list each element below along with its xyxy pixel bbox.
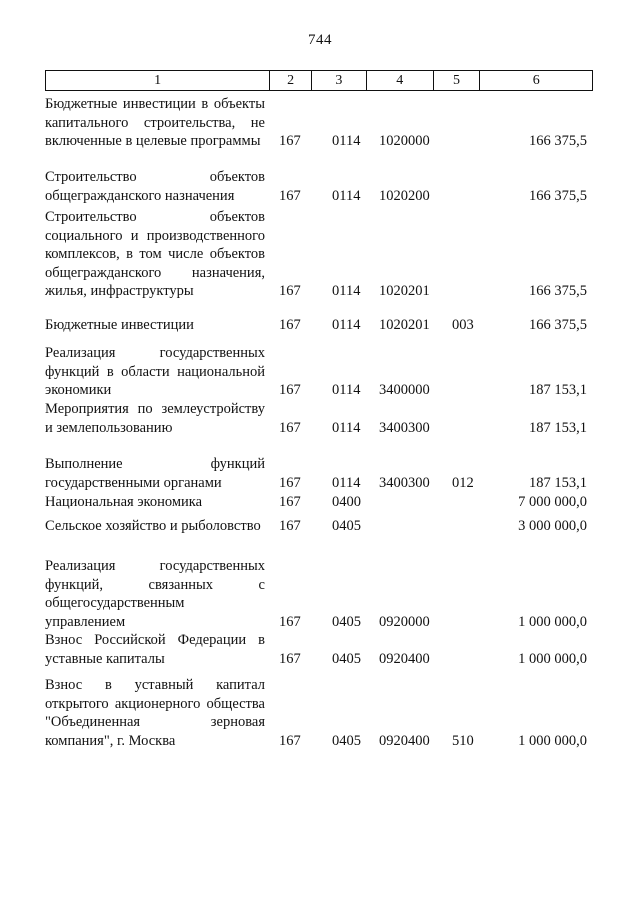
row-target-article: 1020000 [379, 133, 430, 149]
row-section: 0114 [332, 419, 361, 436]
row-target-article: 1020201 [379, 283, 430, 299]
table-row [45, 344, 593, 400]
row-ved: 167 [279, 732, 301, 749]
row-description: Бюджетные инвестиции в объекты капитального строительства, не включенные в целевые программы [45, 96, 265, 149]
row-target-article: 0920400 [379, 732, 430, 749]
table-header [45, 70, 593, 91]
row-section: 0405 [332, 518, 361, 534]
row-target-article: 1020200 [379, 187, 430, 204]
row-target-article: 3400300 [379, 474, 430, 491]
row-section: 0114 [332, 187, 361, 204]
row-target-article: 0920000 [379, 613, 430, 630]
row-amount: 187 153,1 [529, 474, 587, 491]
row-amount: 166 375,5 [529, 317, 587, 333]
header-col-6: 6 [532, 73, 540, 88]
table-row [45, 631, 593, 668]
row-description: Сельское хозяйство и рыболовство [45, 518, 261, 534]
row-section: 0114 [332, 133, 361, 149]
table-row [45, 95, 593, 151]
row-ved: 167 [279, 494, 301, 510]
row-amount: 166 375,5 [529, 187, 587, 204]
row-ved: 167 [279, 283, 301, 299]
row-section: 0405 [332, 613, 361, 630]
row-ved: 167 [279, 187, 301, 204]
row-description: Выполнение функций государственными органами [45, 456, 265, 491]
row-target-article: 0920400 [379, 650, 430, 667]
row-target-article: 3400000 [379, 382, 430, 398]
row-expense-type: 012 [452, 474, 474, 491]
table-row [45, 517, 593, 536]
row-amount: 7 000 000,0 [518, 494, 587, 510]
table-row [45, 316, 593, 335]
row-description: Взнос в уставный капитал открытого акционерного общества "Объединенная зерновая компания", г. Москва [45, 677, 265, 749]
row-ved: 167 [279, 419, 301, 436]
row-expense-type: 510 [452, 732, 474, 749]
row-section: 0405 [332, 650, 361, 667]
table-row [45, 557, 593, 631]
row-description: Национальная экономика [45, 494, 203, 510]
row-amount: 1 000 000,0 [518, 650, 587, 667]
row-description: Бюджетные инвестиции [45, 317, 194, 333]
header-col-4: 4 [367, 71, 434, 90]
row-section: 0400 [332, 494, 361, 510]
row-section: 0114 [332, 317, 361, 333]
page-number: 744 [308, 32, 332, 48]
row-ved: 167 [279, 518, 301, 534]
row-amount: 3 000 000,0 [518, 518, 587, 534]
table-row [45, 208, 593, 301]
header-col-3: 3 [312, 71, 367, 90]
row-ved: 167 [279, 133, 301, 149]
header-col-5: 5 [434, 71, 481, 90]
row-amount: 166 375,5 [529, 133, 587, 149]
table-row [45, 493, 593, 512]
row-ved: 167 [279, 474, 301, 491]
table-row [45, 676, 593, 750]
row-ved: 167 [279, 317, 301, 333]
header-col-1: 1 [46, 71, 270, 90]
row-amount: 187 153,1 [529, 419, 587, 436]
row-description: Реализация государственных функций в области национальной экономики [45, 345, 265, 398]
row-section: 0405 [332, 732, 361, 749]
row-description: Строительство объектов общегражданского назначения [45, 169, 265, 204]
row-target-article: 3400300 [379, 419, 430, 436]
table-row [45, 455, 593, 492]
row-description: Реализация государственных функций, связанных с общегосударственным управлением [45, 558, 265, 630]
row-ved: 167 [279, 613, 301, 630]
row-amount: 1 000 000,0 [518, 613, 587, 630]
row-description: Мероприятия по землеустройству и землепользованию [45, 401, 265, 436]
row-section: 0114 [332, 382, 361, 398]
row-amount: 1 000 000,0 [518, 732, 587, 749]
row-description: Взнос Российской Федерации в уставные капиталы [45, 632, 265, 667]
row-description: Строительство объектов социального и производственного комплексов, в том числе объектов общегражданского назначения, жилья, инфраструктуры [45, 209, 265, 299]
row-expense-type: 003 [452, 317, 474, 333]
row-section: 0114 [332, 283, 361, 299]
row-ved: 167 [279, 650, 301, 667]
row-target-article: 1020201 [379, 317, 430, 333]
table-row [45, 168, 593, 205]
row-amount: 187 153,1 [529, 382, 587, 398]
table-row [45, 400, 593, 437]
row-section: 0114 [332, 474, 361, 491]
row-amount: 166 375,5 [529, 283, 587, 299]
row-ved: 167 [279, 382, 301, 398]
header-col-2: 2 [270, 71, 312, 90]
